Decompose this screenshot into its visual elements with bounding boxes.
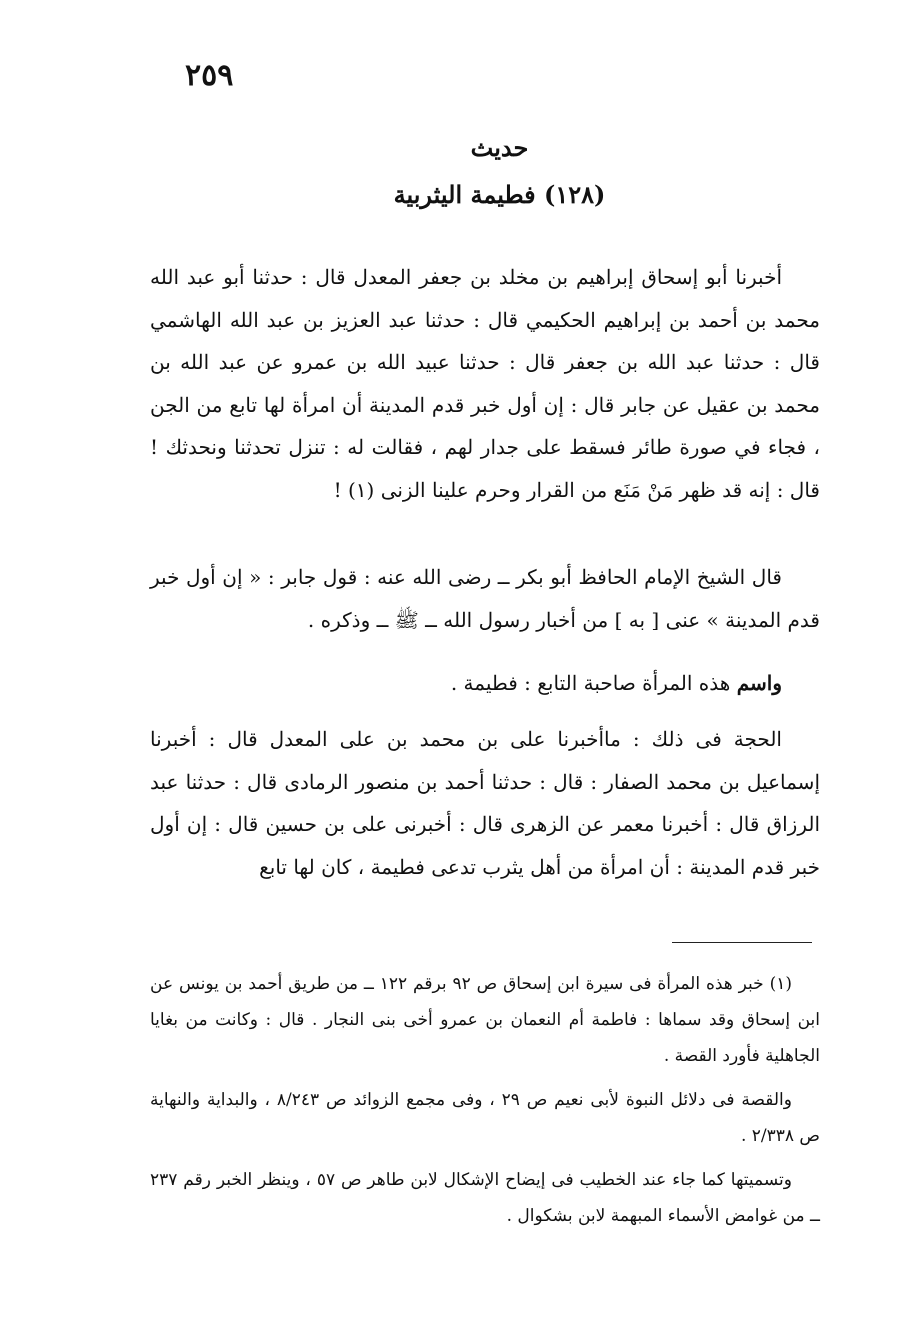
hadith-title: (١٢٨) فطيمة اليثربية [393,180,606,209]
paragraph-text: الحجة فى ذلك : ماأخبرنا على بن محمد بن على المعدل قال : أخبرنا إسماعيل بن محمد الصفار : قال : حدثنا أحمد بن منصور الرمادى قال : حدثنا عبد الرزاق قال : أخبرنا معمر عن الزهرى قال : أخبرنى على بن حسين قال : إن أول خبر قدم المدينة : أن امرأة من أهل يثرب تدعى فطيمة ، كان لها تابع [150,727,820,879]
paragraph-isnad [150,256,820,511]
paragraph-text: قال الشيخ الإمام الحافظ أبو بكر ــ رضى الله عنه : قول جابر : « إن أول خبر قدم المدينة » عنى [ به ] من أخبار رسول الله ــ ﷺ ــ وذكره . [150,565,820,632]
footnote-3: وتسميتها كما جاء عند الخطيب فى إيضاح الإشكال لابن طاهر ص ٥٧ ، وينظر الخبر رقم ٢٣٧ ــ من غوامض الأسماء المبهمة لابن بشكوال . [150,1170,820,1226]
page-number: ٢٥٩ [185,58,234,93]
paragraph-commentary [150,556,820,641]
paragraph-text: أخبرنا أبو إسحاق إبراهيم بن مخلد بن جعفر المعدل قال : حدثنا أبو عبد الله محمد بن أحمد بن إبراهيم الحكيمي قال : حدثنا عبد العزيز بن عبد الله الهاشمي قال : حدثنا عبد الله بن جعفر قال : حدثنا عبيد الله بن عمرو عن عبد الله بن محمد بن عقيل عن جابر قال : إن أول خبر قدم المدينة أن امرأة لها تابع من الجن ، فجاء في صورة طائر فسقط على جدار لهم ، فقالت له : تنزل تحدثنا ونحدثك ! قال : إنه قد ظهر مَنْ مَنَع من القرار وحرم علينا الزنى (١) ! [150,265,820,502]
bold-lead-word: واسم [736,671,782,695]
paragraph-evidence [150,718,820,888]
paragraph-name [150,662,820,705]
section-heading: حديث [470,133,529,162]
paragraph-text [150,662,820,705]
footnotes [150,966,820,1242]
footnote-1: (١) خبر هذه المرأة فى سيرة ابن إسحاق ص ٩٢ برقم ١٢٢ ــ من طريق أحمد بن يونس عن ابن إسحاق وقد سماها : فاطمة أم النعمان بن عمرو أخى بنى النجار . قال : وكانت من بغايا الجاهلية فأورد القصة . [150,974,820,1066]
footnote-divider [672,942,812,943]
footnote-2: والقصة فى دلائل النبوة لأبى نعيم ص ٢٩ ، وفى مجمع الزوائد ص ٨/٢٤٣ ، والبداية والنهاية ص ٢/٣٣٨ . [150,1090,820,1146]
paragraph-rest: هذه المرأة صاحبة التابع : فطيمة . [450,671,737,695]
